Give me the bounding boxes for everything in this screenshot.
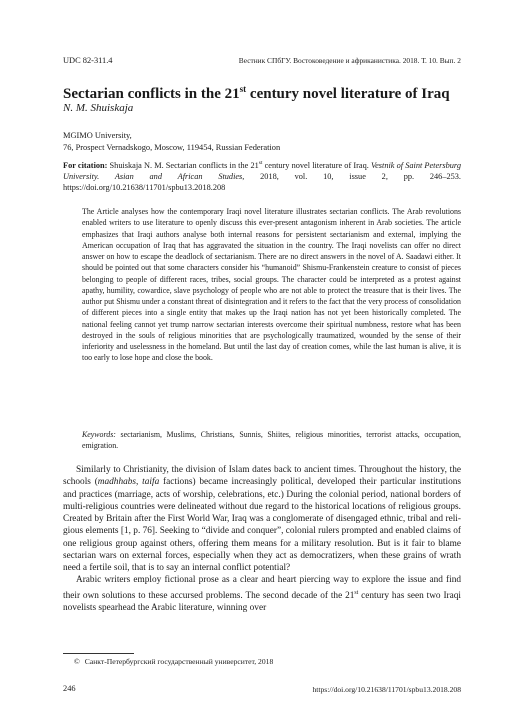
keywords-label: Keywords: xyxy=(82,430,116,439)
citation-block: For citation: Shuiskaja N. M. Sectarian conflicts in the 21st century novel literature of Iraq. Vestnik of Saint Petersburg University. Asian and African Studies, 2018, vol. 10, issue 2, pp. 246–253. https://doi.org/10.21638/11701/spbu13.2018.208 xyxy=(63,160,461,193)
body-paragraph: Arabic writers employ fictional prose as a clear and heart piercing way to explore the issue and find their own solutions to these accursed problems. The second decade of the 21st century has seen two Iraqi novelists spearhead the Arabic literature, winning over xyxy=(63,575,461,613)
abstract: The Article analyses how the contemporary Iraqi novel literature illustrates sectarian conflicts. The Arab revolutions enabled writers to use literature to openly discuss this ever-present antagonism inherent in Arab societies. The article emphasizes that Iraqi authors analyse both internal reasons for persistent sectarianism and external, implying the American occupation of Iraq that has aggravated the situation in the country. The Iraqi novelists can offer no direct answer on how to escape the deadlock of sectarianism. There are no direct answers in the novel of A. Saadawi either. It should be pointed out that some characters consider his “humanoid” Shismu-Frankenstein creature to consist of pieces belonging to people of different races, tribes, social groups. The character could be interpreted as a protest against apathy, humility, cowardice, slave psychology of people who are not able to protect the treasure that is their lives. The author put Shismu under a constant threat of disintegration and it refers to the fact that the very process of consolidation of different pieces into a single entity that makes up the Iraqi nation has not yet been historically completed. The national feeling cannot yet trump narrow sectarian interests overcome their spiritual numbness, restore what has been destroyed in the souls of religious minorities that are psychologically traumatized, wounded by the sense of their inferiority and uselessness in the homeland. But until the last day of creation comes, while the last human is alive, it is too early to lose hope and close the book. xyxy=(82,207,461,363)
affiliation-line: MGIMO University, xyxy=(63,131,132,140)
journal-title-italic: Vestnik of Saint Petersburg University. Asian and African Studies xyxy=(63,160,461,182)
running-header xyxy=(63,56,461,65)
copyright-notice: © Санкт-Петербургский государственный университет, 2018 xyxy=(74,657,274,666)
keywords: Keywords: sectarianism, Muslims, Christians, Sunnis, Shiites, religious minorities, terrorist attacks, occupation, emigration. xyxy=(82,430,461,451)
doi-link[interactable]: https://doi.org/10.21638/11701/spbu13.2018.208 xyxy=(312,685,461,694)
article-body xyxy=(63,464,461,614)
author-affiliation xyxy=(63,130,280,153)
body-paragraph: Similarly to Christianity, the division of Islam dates back to ancient times. Throughout the history, the schools (madhhabs, taifa factions) became increasingly political, developed their particular institutions and practices (marriage, acts of worship, celebrations, etc.) During the colonial period, national borders of multi-religious countries were delineated without due regard to the historical locations of religious groups. Created by Britain after the First World War, Iraq was a conglomerate of disengaged ethnic, tribal and religious elements [1, p. 76]. Seeking to “divide and conquer”, colonial rulers prompted and enabled claims of one religious group against others, offering them means for a military resolution. But is it fair to blame sectarian wars on external forces, especially when they act as democratizers, when these grains of wrath need a fertile soil, that is to say an internal conflict potential? xyxy=(63,465,461,573)
citation-label: For citation: xyxy=(63,160,108,170)
page-number: 246 xyxy=(63,684,76,693)
affiliation-line: 76, Prospect Vernadskogo, Moscow, 119454, Russian Federation xyxy=(63,142,281,152)
author-name: N. M. Shuiskaja xyxy=(63,102,134,114)
udc-code: UDC 82-311.4 xyxy=(63,56,113,65)
copyright-icon: © xyxy=(74,657,80,666)
article-title: Sectarian conflicts in the 21st century novel literature of Iraq xyxy=(63,84,450,102)
journal-name: Вестник СПбГУ. Востоковедение и африканистика. 2018. Т. 10. Вып. 2 xyxy=(238,56,461,65)
footnote-rule xyxy=(63,653,134,654)
article-page xyxy=(63,0,461,722)
